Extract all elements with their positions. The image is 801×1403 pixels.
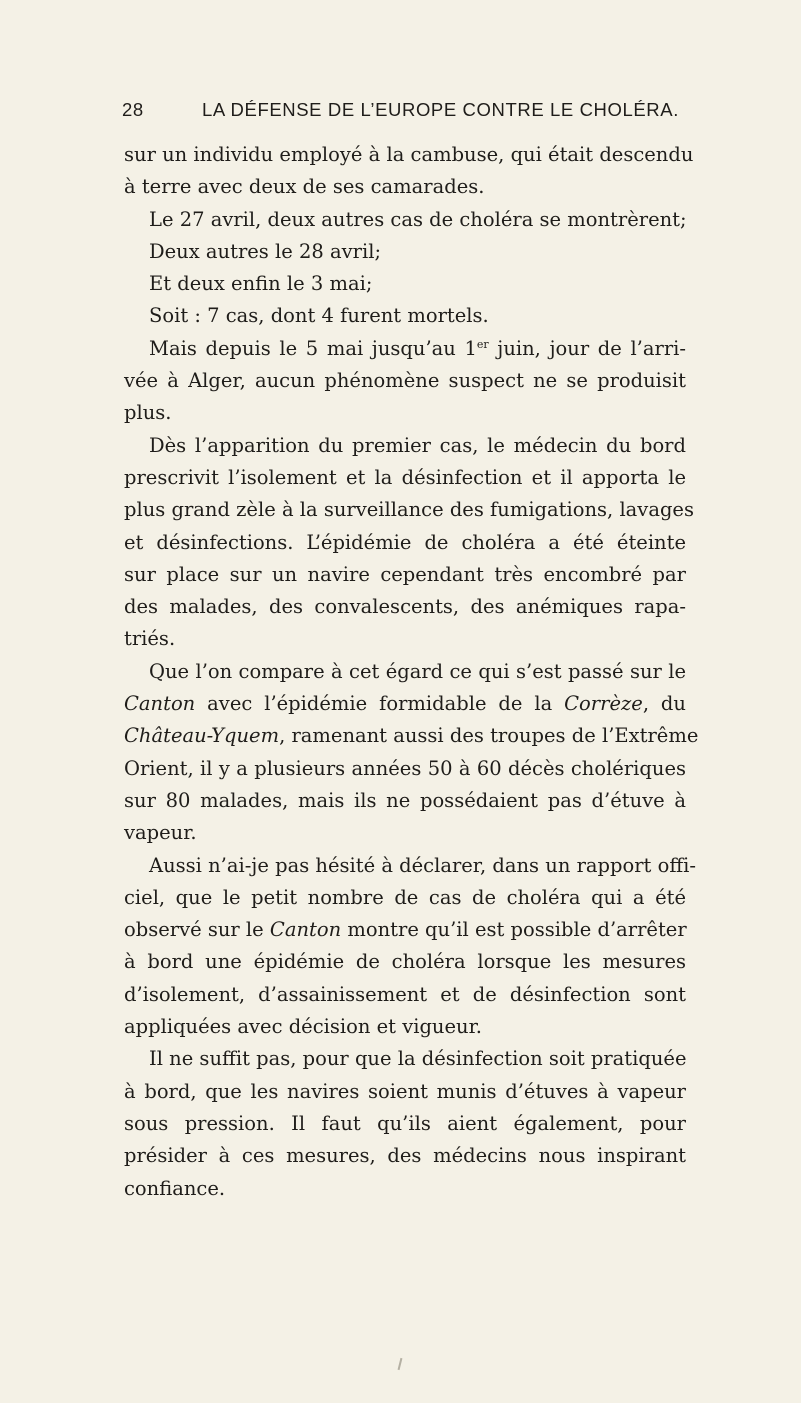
text-line: sous pression. Il faut qu’ils aient également, pour xyxy=(124,1111,686,1135)
running-title: LA DÉFENSE DE L’EUROPE CONTRE LE CHOLÉRA. xyxy=(202,99,679,120)
text-line: plus grand zèle à la surveillance des fumigations, lavages xyxy=(124,498,694,522)
text-line: des malades, des convalescents, des anémiques rapa- xyxy=(124,595,686,619)
body-text xyxy=(124,139,699,1205)
text-line: appliquées avec décision et vigueur. xyxy=(124,1015,482,1039)
text-line: confiance. xyxy=(124,1176,226,1200)
text-line: Mais depuis le 5 mai jusqu’au 1er juin, jour de l’arri- xyxy=(149,336,686,360)
text-line: à bord une épidémie de choléra lorsque les mesures xyxy=(124,950,686,974)
text-line: d’isolement, d’assainissement et de désinfection sont xyxy=(124,982,686,1006)
ship-name: Château-Yquem xyxy=(124,724,280,748)
text-line: prescrivit l’isolement et la désinfection et il apporta le xyxy=(124,465,686,489)
text-line: Orient, il y a plusieurs années 50 à 60 décès cholériques xyxy=(124,756,686,780)
text-line: présider à ces mesures, des médecins nous inspirant xyxy=(124,1144,686,1168)
page-number: 28 xyxy=(122,99,144,120)
text-line: Deux autres le 28 avril; xyxy=(149,239,382,263)
text-line: à bord, que les navires soient munis d’étuves à vapeur xyxy=(124,1079,686,1103)
text-line: Canton avec l’épidémie formidable de la Corrèze, du xyxy=(124,692,686,716)
ship-name: Canton xyxy=(269,918,342,942)
paper-speck xyxy=(398,1358,403,1370)
text-line: sur place sur un navire cependant très encombré par xyxy=(124,562,686,586)
superscript: er xyxy=(476,337,489,351)
text-line: à terre avec deux de ses camarades. xyxy=(124,175,485,199)
text-line: Château-Yquem, ramenant aussi des troupes de l’Extrême xyxy=(124,724,699,748)
text-line: Dès l’apparition du premier cas, le médecin du bord xyxy=(149,433,686,457)
text-line: et désinfections. L’épidémie de choléra a été éteinte xyxy=(124,530,686,554)
text-line: triés. xyxy=(124,627,176,651)
running-header xyxy=(122,99,687,129)
text-line: Que l’on compare à cet égard ce qui s’est passé sur le xyxy=(149,659,686,683)
text-line: vapeur. xyxy=(124,821,197,845)
text-line: sur un individu employé à la cambuse, qui était descendu xyxy=(124,143,694,166)
text-line: observé sur le Canton montre qu’il est possible d’arrêter xyxy=(124,918,687,942)
text-line: Il ne suffit pas, pour que la désinfection soit pratiquée xyxy=(149,1047,687,1071)
text-line: sur 80 malades, mais ils ne possédaient pas d’étuve à xyxy=(124,788,686,812)
text-line: Le 27 avril, deux autres cas de choléra se montrèrent; xyxy=(149,207,687,231)
ship-name: Corrèze xyxy=(564,692,643,716)
text-line: Soit : 7 cas, dont 4 furent mortels. xyxy=(149,304,489,328)
text-line: Aussi n’ai-je pas hésité à déclarer, dans un rapport offi- xyxy=(149,853,696,877)
text-line: ciel, que le petit nombre de cas de choléra qui a été xyxy=(124,885,686,909)
text-line: Et deux enfin le 3 mai; xyxy=(149,272,373,296)
ship-name: Canton xyxy=(124,692,196,716)
text-line: plus. xyxy=(124,401,172,425)
text-line: vée à Alger, aucun phénomène suspect ne se produisit xyxy=(124,369,686,393)
